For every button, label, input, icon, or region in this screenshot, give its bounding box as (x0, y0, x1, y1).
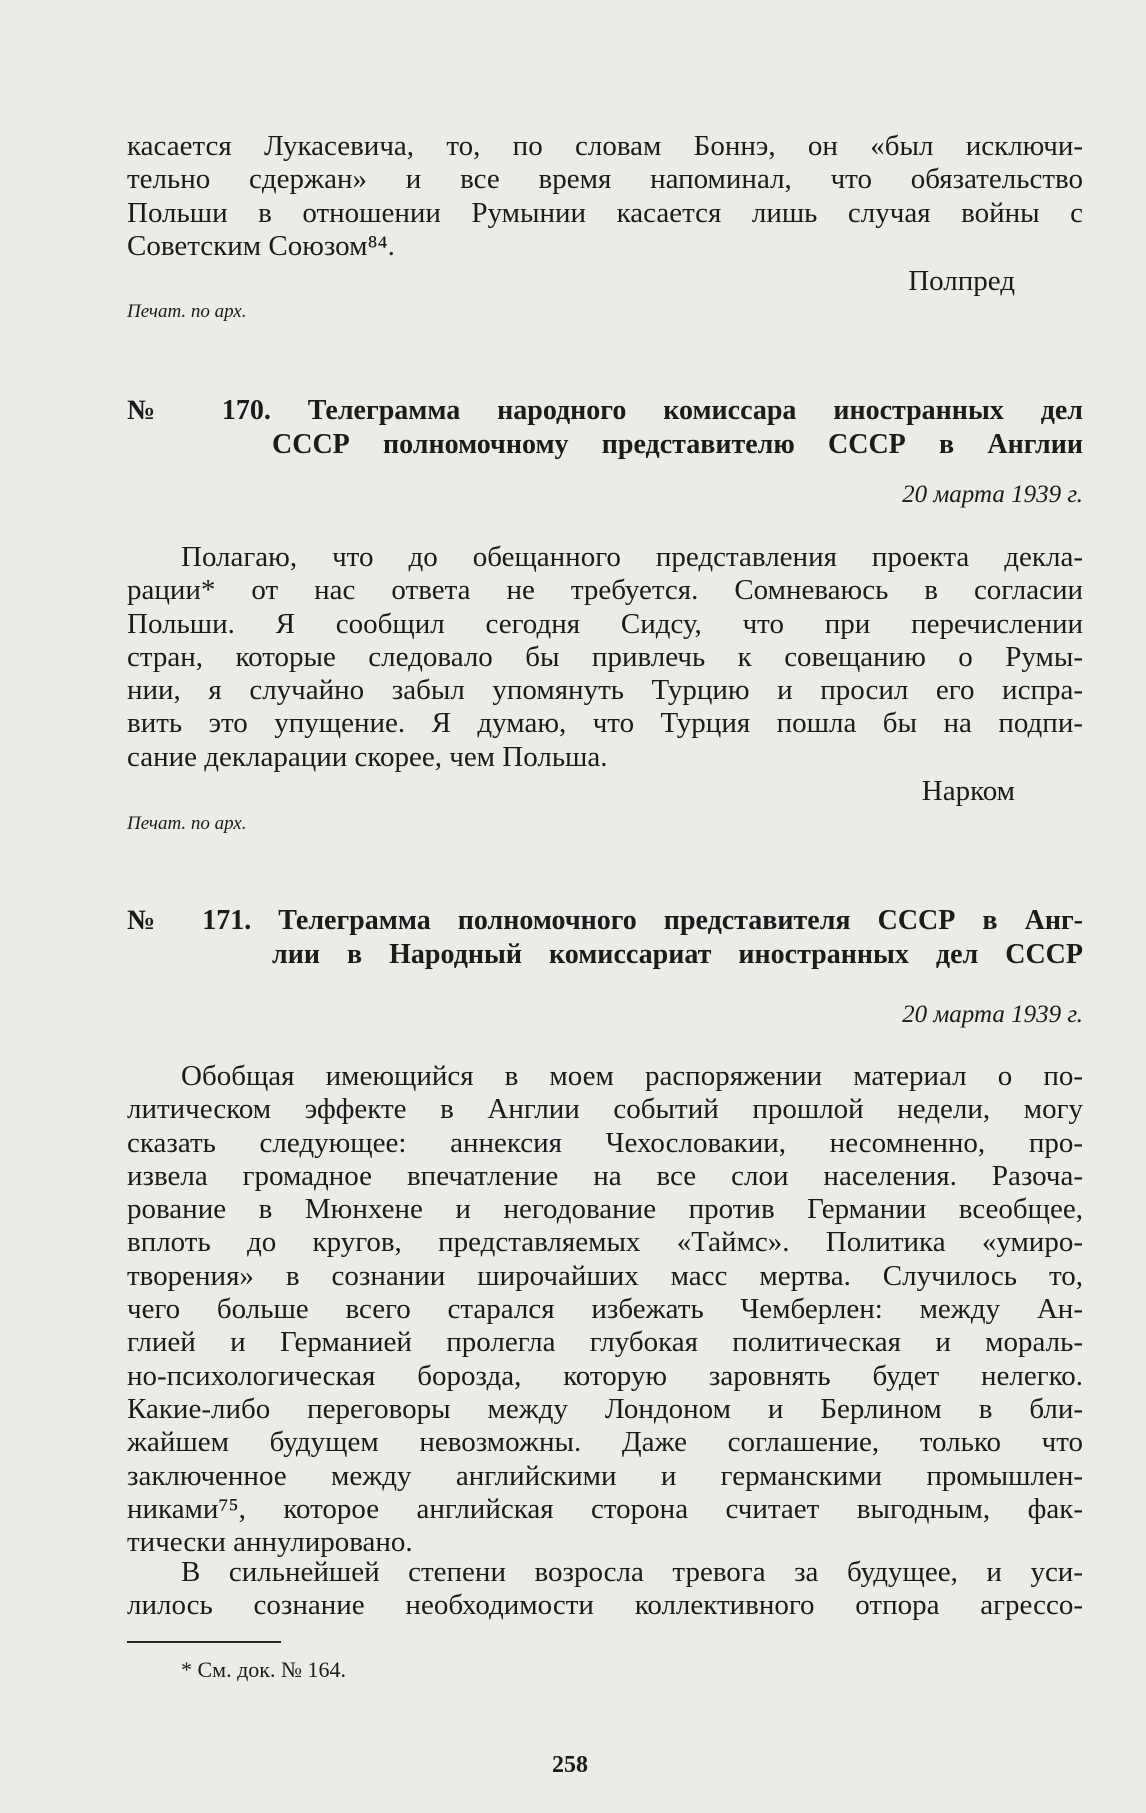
paragraph (127, 1556, 1083, 1623)
text-line: вить это упущение. Я думаю, что Турция пошла бы на подпи- (127, 707, 1083, 740)
text-line: творения» в сознании широчайших масс мертва. Случилось то, (127, 1259, 1083, 1292)
document-heading-170 (127, 394, 1083, 462)
text-line: Польши в отношении Румынии касается лишь случая войны с (127, 196, 1083, 229)
text-line: рации* от нас ответа не требуется. Сомневаюсь в согласии (127, 574, 1083, 607)
text-line: сание декларации скорее, чем Польша. (127, 740, 608, 773)
paragraph (127, 1060, 1083, 1559)
heading-line: лии в Народный комиссариат иностранных дел СССР (272, 939, 1083, 970)
text-line: жайшем будущем невозможны. Даже соглашение, только что (127, 1426, 1083, 1459)
text-line: Польши. Я сообщил сегодня Сидсу, что при перечислении (127, 607, 1083, 640)
text-line: никами⁷⁵, которое английская сторона считает выгодным, фак- (127, 1492, 1083, 1525)
document-date: 20 марта 1939 г. (902, 481, 1083, 508)
text-line: Советским Союзом⁸⁴. (127, 229, 395, 262)
text-line: стран, которые следовало бы привлечь к совещанию о Румы- (127, 640, 1083, 673)
text-line: заключенное между английскими и германскими промышлен- (127, 1459, 1083, 1492)
signature-polpred: Полпред (908, 265, 1015, 297)
source-note: Печат. по арх. (127, 301, 247, 322)
text-line: сказать следующее: аннексия Чехословакии, несомненно, про- (127, 1126, 1083, 1159)
text-line: В сильнейшей степени возросла тревога за будущее, и уси- (181, 1556, 1083, 1588)
heading-line: № 171. Телеграмма полномочного представителя СССР в Анг- (127, 905, 1083, 936)
text-line: но-психологическая борозда, которую заровнять будет нелегко. (127, 1359, 1083, 1392)
text-line: вплоть до кругов, представляемых «Таймс». Политика «умиро- (127, 1226, 1083, 1259)
text-line: извела громадное впечатление на все слои населения. Разоча- (127, 1159, 1083, 1192)
text-line: тельно сдержан» и все время напоминал, что обязательство (127, 163, 1083, 196)
text-line: чего больше всего старался избежать Чемберлен: между Ан- (127, 1293, 1083, 1326)
text-line: тически аннулировано. (127, 1526, 413, 1559)
text-line: Обобщая имеющийся в моем распоряжении материал о по- (181, 1060, 1083, 1092)
page-number: 258 (552, 1752, 588, 1778)
footnote-divider (127, 1641, 281, 1643)
text-line: рование в Мюнхене и негодование против Германии всеобщее, (127, 1193, 1083, 1226)
text-line: Какие-либо переговоры между Лондоном и Берлином в бли- (127, 1392, 1083, 1425)
heading-line: СССР полномочному представителю СССР в Англии (272, 429, 1083, 460)
text-line: глией и Германией пролегла глубокая политическая и мораль- (127, 1326, 1083, 1359)
text-line: лилось сознание необходимости коллективного отпора агрессо- (127, 1589, 1083, 1622)
text-line: касается Лукасевича, то, по словам Боннэ, он «был исключи- (127, 130, 1083, 162)
text-line: литическом эффекте в Англии событий прошлой недели, могу (127, 1093, 1083, 1126)
text-line: нии, я случайно забыл упомянуть Турцию и просил его испра- (127, 674, 1083, 707)
document-date: 20 марта 1939 г. (902, 1001, 1083, 1028)
paragraph-continuation (127, 130, 1083, 263)
paragraph (127, 541, 1083, 774)
document-heading-171 (127, 904, 1083, 972)
source-note: Печат. по арх. (127, 813, 247, 834)
signature-narkom: Нарком (921, 775, 1015, 807)
footnote: * См. док. № 164. (181, 1657, 346, 1682)
text-line: Полагаю, что до обещанного представления проекта декла- (181, 541, 1083, 573)
heading-line: № 170. Телеграмма народного комиссара иностранных дел (127, 395, 1083, 426)
